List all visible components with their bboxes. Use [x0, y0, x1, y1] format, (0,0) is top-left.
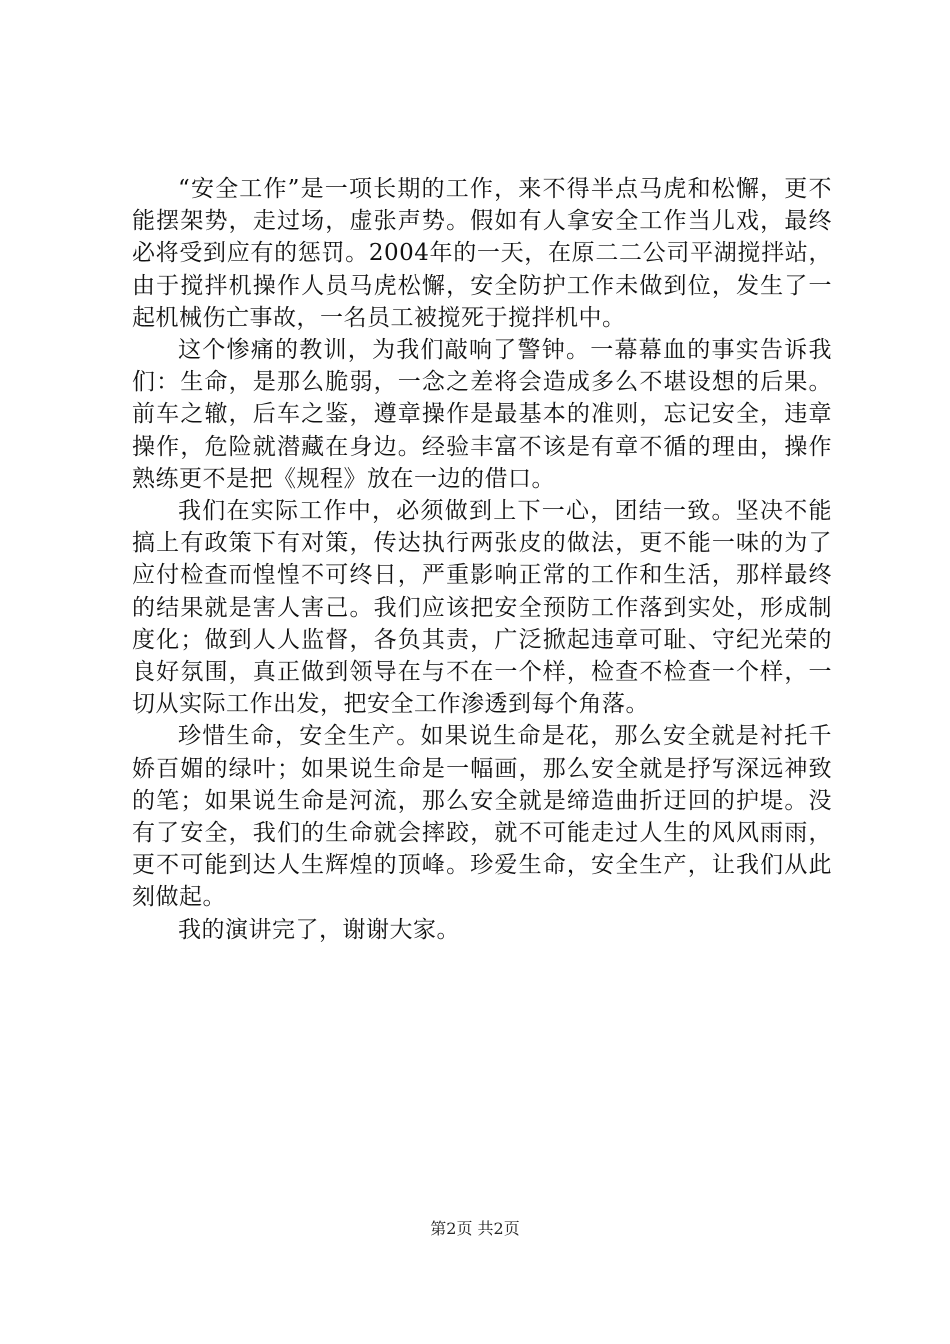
page-number-footer: 第2页 共2页 [430, 1219, 520, 1238]
paragraph: 我们在实际工作中，必须做到上下一心，团结一致。坚决不能搞上有政策下有对策，传达执行两张皮的做法，更不能一味的为了应付检查而惶惶不可终日，严重影响正常的工作和生活，那样最终的结果就是害人害己。我们应该把安全预防工作落到实处，形成制度化；做到人人监督，各负其责，广泛掀起违章可耻、守纪光荣的良好氛围，真正做到领导在与不在一个样，检查不检查一个样，一切从实际工作出发，把安全工作渗透到每个角落。 [132, 498, 832, 718]
paragraph: “安全工作”是一项长期的工作，来不得半点马虎和松懈，更不能摆架势，走过场，虚张声势。假如有人拿安全工作当儿戏，最终必将受到应有的惩罚。2004年的一天，在原二二公司平湖搅拌站，由于搅拌机操作人员马虎松懈，安全防护工作未做到位，发生了一起机械伤亡事故，一名员工被搅死于搅拌机中。 [132, 176, 832, 331]
closing-paragraph: 我的演讲完了，谢谢大家。 [178, 916, 460, 943]
paragraph: 这个惨痛的教训，为我们敲响了警钟。一幕幕血的事实告诉我们：生命，是那么脆弱，一念之差将会造成多么不堪设想的后果。前车之辙，后车之鉴，遵章操作是最基本的准则，忘记安全，违章操作，危险就潜藏在身边。经验丰富不该是有章不循的理由，操作熟练更不是把《规程》放在一边的借口。 [132, 337, 832, 492]
speech-body [132, 173, 832, 946]
paragraph: 珍惜生命，安全生产。如果说生命是花，那么安全就是衬托千娇百媚的绿叶；如果说生命是一幅画，那么安全就是抒写深远神致的笔；如果说生命是河流，那么安全就是缔造曲折迂回的护堤。没有了安全，我们的生命就会摔跤，就不可能走过人生的风风雨雨，更不可能到达人生辉煌的顶峰。珍爱生命，安全生产，让我们从此刻做起。 [132, 723, 832, 911]
